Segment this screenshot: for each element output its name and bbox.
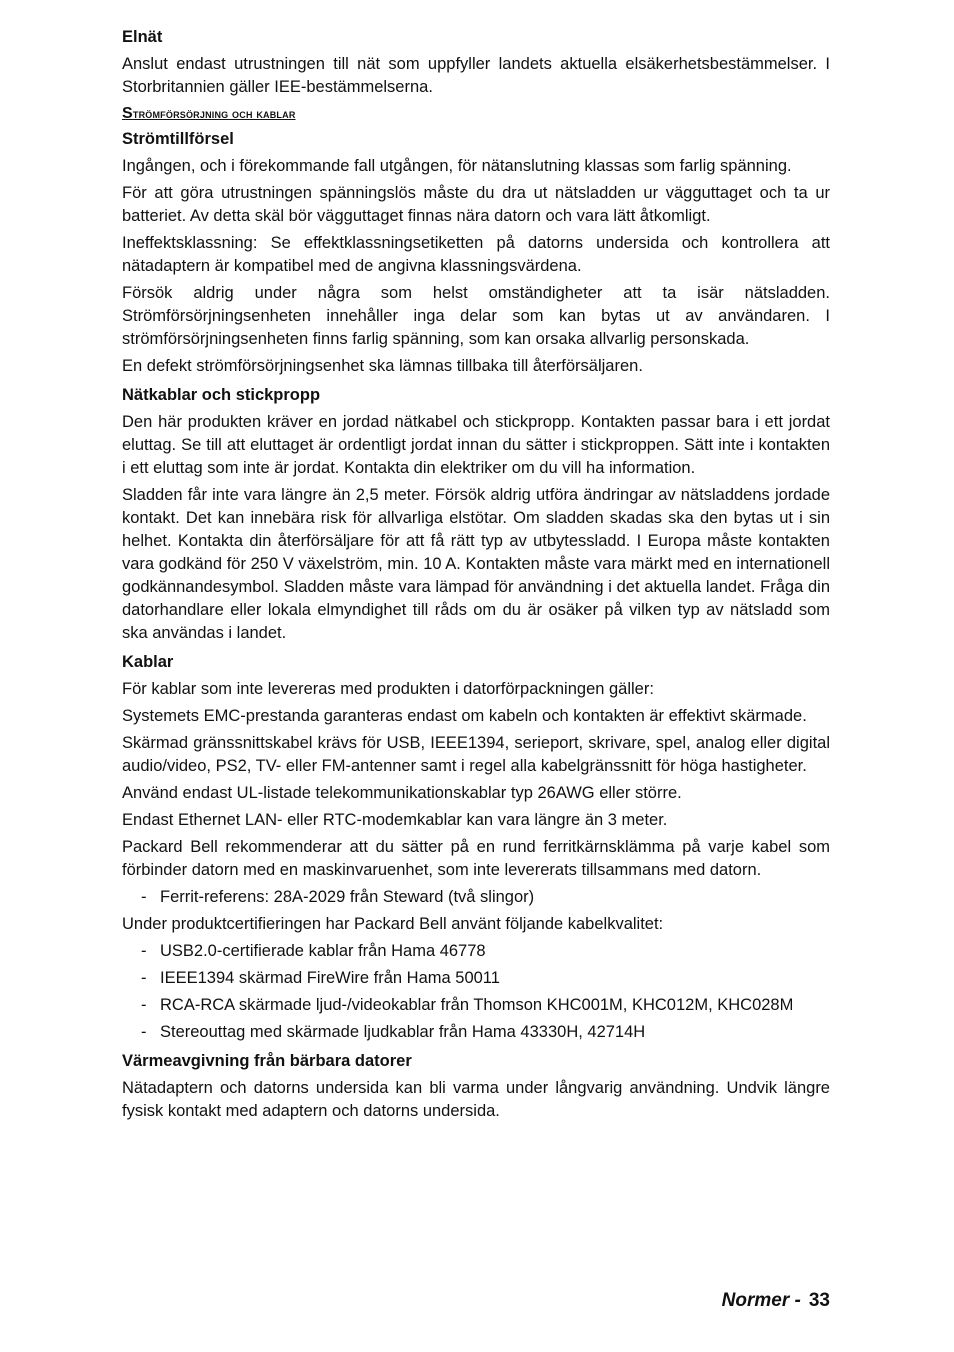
heading-kablar: Kablar: [122, 653, 174, 671]
section-title-rest: trömförsörjning och kablar: [132, 107, 296, 121]
elnat-paragraph: Anslut endast utrustningen till nät som uppfyller landets aktuella elsäkerhetsbestämmelser. I Storbritannien gäller IEE-bestämmelserna.: [122, 55, 830, 96]
natkablar-paragraph-2: Sladden får inte vara längre än 2,5 meter. Försök aldrig utföra ändringar av nätsladdens jordade kontakt. Det kan innebära risk för allvarliga elstötar. Om sladden skadas ska den bytas ut i sin helhet. Kontakta din återförsäljare för att få rätt typ av utbytessladd. I Europa måste kontakten vara godkänd för 250 V växelström, min. 10 A. Kontakten måste vara märkt med en internationell godkännandesymbol. Sladden måste vara lämpad för användning i det aktuella landet. Fråga din datorhandlare eller lokala elmyndighet till råds om du är osäker på vilken typ av nätsladd som ska användas i landet.: [122, 486, 830, 642]
list-item: [122, 994, 830, 1017]
list-item-text: RCA-RCA skärmade ljud-/videokablar från Thomson KHC001M, KHC012M, KHC028M: [160, 996, 794, 1014]
kablar-paragraph-6: Packard Bell rekommenderar att du sätter på en rund ferritkärnsklämma på varje kabel som förbinder datorn med en maskinvaruenhet, som inte levererats tillsammans med datorn.: [122, 838, 830, 879]
natkablar-paragraph-1: Den här produkten kräver en jordad nätkabel och stickpropp. Kontakten passar bara i ett jordat eluttag. Se till att eluttaget är ordentligt jordat innan du sätter i stickproppen. Sätt inte i kontakten i ett eluttag som inte är jordat. Kontakta din elektriker om du vill ha information.: [122, 413, 830, 477]
heading-stromtillforsel: Strömtillförsel: [122, 130, 234, 148]
ferrit-list: [122, 886, 830, 909]
list-item: [122, 886, 830, 909]
cable-quality-list: [122, 940, 830, 1044]
kablar-paragraph-5: Endast Ethernet LAN- eller RTC-modemkablar kan vara längre än 3 meter.: [122, 811, 668, 829]
stromtillforsel-paragraph-4: Försök aldrig under några som helst omständigheter att ta isär nätsladden. Strömförsörjningsenheten innehåller inga delar som kan bytas ut av användaren. I strömförsörjningsenheten finns farlig spänning, som kan orsaka allvarlig personskada.: [122, 284, 830, 348]
kablar-cert-paragraph: Under produktcertifieringen har Packard Bell använt följande kabelkvalitet:: [122, 915, 664, 933]
list-item-text: USB2.0-certifierade kablar från Hama 46778: [160, 942, 486, 960]
section-title-first-letter: S: [122, 105, 133, 122]
dash-bullet: -: [141, 942, 147, 960]
list-item: [122, 967, 830, 990]
list-item-text: IEEE1394 skärmad FireWire från Hama 50011: [160, 969, 500, 987]
list-item-text: Ferrit-referens: 28A-2029 från Steward (två slingor): [160, 888, 535, 906]
stromtillforsel-paragraph-3: Ineffektsklassning: Se effektklassningsetiketten på datorns undersida och kontrollera att nätadaptern är kompatibel med de angivna klassningsvärdena.: [122, 234, 830, 275]
stromtillforsel-paragraph-5: En defekt strömförsörjningsenhet ska lämnas tillbaka till återförsäljaren.: [122, 357, 643, 375]
kablar-paragraph-2: Systemets EMC-prestanda garanteras endast om kabeln och kontakten är effektivt skärmade.: [122, 707, 807, 725]
kablar-paragraph-4: Använd endast UL-listade telekommunikationskablar typ 26AWG eller större.: [122, 784, 682, 802]
dash-bullet: -: [141, 996, 147, 1014]
section-title: [122, 105, 830, 123]
dash-bullet: -: [141, 969, 147, 987]
kablar-paragraph-1: För kablar som inte levereras med produkten i datorförpackningen gäller:: [122, 680, 654, 698]
stromtillforsel-paragraph-2: För att göra utrustningen spänningslös måste du dra ut nätsladden ur vägguttaget och ta ur batteriet. Av detta skäl bör vägguttaget finnas nära datorn och vara lätt åtkomligt.: [122, 184, 830, 225]
list-item-text: Stereouttag med skärmade ljudkablar från Hama 43330H, 42714H: [160, 1023, 646, 1041]
page-content: [122, 26, 830, 1127]
heading-natkablar: Nätkablar och stickpropp: [122, 386, 321, 404]
page-footer: [722, 1290, 830, 1312]
kablar-paragraph-3: Skärmad gränssnittskabel krävs för USB, IEEE1394, serieport, skrivare, spel, analog eller digital audio/video, PS2, TV- eller FM-antenner samt i regel alla kabelgränssnitt för höga hastigheter.: [122, 734, 830, 775]
list-item: [122, 940, 830, 963]
footer-label: Normer -: [721, 1290, 801, 1311]
dash-bullet: -: [141, 888, 147, 906]
page-number: 33: [808, 1290, 830, 1311]
dash-bullet: -: [141, 1023, 147, 1041]
heading-varme: Värmeavgivning från bärbara datorer: [122, 1052, 412, 1070]
varme-paragraph: Nätadaptern och datorns undersida kan bli varma under långvarig användning. Undvik längre fysisk kontakt med adaptern och datorns undersida.: [122, 1079, 830, 1120]
heading-elnat: Elnät: [122, 28, 163, 46]
stromtillforsel-paragraph-1: Ingången, och i förekommande fall utgången, för nätanslutning klassas som farlig spänning.: [122, 157, 792, 175]
list-item: [122, 1021, 830, 1044]
